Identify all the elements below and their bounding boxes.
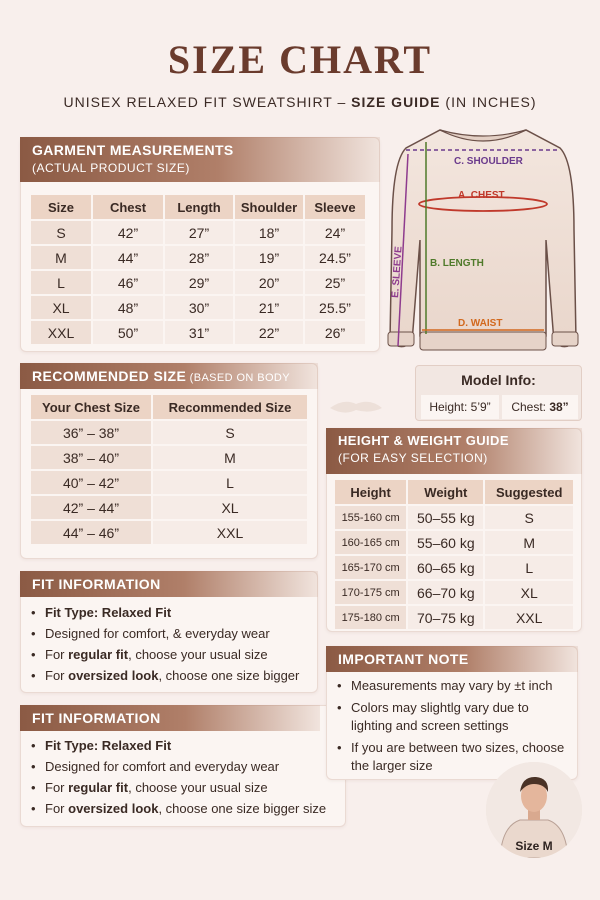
decorative-tag-icon — [326, 394, 386, 420]
hw-row — [335, 531, 573, 554]
fit-item — [31, 602, 316, 623]
fit-item-text-end: , choose one size bigger — [158, 668, 300, 683]
garment-cell: M — [31, 246, 91, 269]
hw-title: HEIGHT & WEIGHT GUIDE — [338, 433, 509, 448]
waist-label: D. WAIST — [458, 318, 503, 329]
page-subtitle — [0, 94, 600, 110]
garment-cell: 28” — [165, 246, 233, 269]
fit-item-text-end: , choose your usual size — [128, 647, 268, 662]
hw-cell: 170-175 cm — [335, 581, 406, 604]
recommended-title: RECOMMENDED SIZE — [32, 368, 187, 384]
hw-cell: 60–65 kg — [408, 556, 483, 579]
garment-cell: 25” — [305, 271, 365, 294]
hw-cell: 66–70 kg — [408, 581, 483, 604]
garment-cell: S — [31, 221, 91, 244]
fit-item-bold: regular fit — [68, 647, 129, 662]
rec-cell: 40” – 42” — [31, 471, 151, 494]
garment-cell: 46” — [93, 271, 163, 294]
hw-cell: 160-165 cm — [335, 531, 406, 554]
length-label: B. LENGTH — [430, 258, 484, 269]
rec-row — [31, 496, 307, 519]
garment-header-2: Length — [165, 195, 233, 219]
fit-item-text: For — [45, 668, 69, 683]
garment-cell: L — [31, 271, 91, 294]
hw-row — [335, 606, 573, 629]
fit-item-text: Fit Type: Relaxed Fit — [45, 738, 172, 753]
fit-item — [31, 665, 316, 686]
note-item: • Colors may slightlg vary due to lighting and screen settings — [337, 699, 573, 735]
rec-cell: 44” – 46” — [31, 521, 151, 544]
rec-cell: L — [153, 471, 307, 494]
garment-cell: 42” — [93, 221, 163, 244]
garment-cell: 50” — [93, 321, 163, 344]
hw-row — [335, 506, 573, 529]
fit-band-1: FIT INFORMATION — [20, 571, 318, 597]
hw-row — [335, 556, 573, 579]
garment-cell: 20” — [235, 271, 303, 294]
hw-cell: L — [485, 556, 573, 579]
fit-item-text: Designed for comfort and everyday wear — [45, 759, 280, 774]
model-height: Height: 5’9” — [421, 395, 499, 419]
fit-item-text: For — [45, 801, 69, 816]
sweatshirt-hem — [420, 332, 546, 350]
fit-list-1 — [31, 602, 316, 686]
fit-item-text: For — [45, 780, 69, 795]
subtitle-prefix: UNISEX RELAXED FIT SWEATSHIRT – — [63, 94, 352, 110]
fit-item — [31, 777, 343, 798]
left-cuff — [388, 332, 414, 346]
sleeve-label: E. SLEEVE — [390, 245, 405, 299]
recommended-band — [20, 363, 318, 389]
fit-item-text-end: , choose your usual size — [128, 780, 268, 795]
shoulder-label: C. SHOULDER — [454, 156, 523, 167]
garment-cell: 29” — [165, 271, 233, 294]
fit-item-bold: oversized look — [68, 801, 159, 816]
garment-row — [31, 246, 365, 269]
hw-band — [326, 428, 582, 474]
garment-cell: XXL — [31, 321, 91, 344]
rec-row — [31, 471, 307, 494]
rec-cell: XL — [153, 496, 307, 519]
garment-row — [31, 321, 365, 344]
fit-item-text: Fit Type: Relaxed Fit — [45, 605, 172, 620]
model-avatar — [486, 762, 582, 858]
subtitle-bold: SIZE GUIDE — [351, 94, 441, 110]
avatar-size-label: Size M — [515, 839, 553, 853]
page-title: SIZE CHART — [167, 37, 433, 82]
fit-item — [31, 623, 316, 644]
garment-cell: 21” — [235, 296, 303, 319]
hw-cell: 55–60 kg — [408, 531, 483, 554]
rec-row — [31, 521, 307, 544]
garment-cell: XL — [31, 296, 91, 319]
hw-header-1: Weight — [408, 480, 483, 504]
fit-item-bold: regular fit — [68, 780, 129, 795]
hw-cell: S — [485, 506, 573, 529]
rec-cell: 38” – 40” — [31, 446, 151, 469]
subtitle-suffix: (IN INCHES) — [440, 94, 537, 110]
fit-list-2 — [31, 735, 343, 819]
fit-item-text: For — [45, 647, 69, 662]
rec-cell: 42” – 44” — [31, 496, 151, 519]
rec-cell: XXL — [153, 521, 307, 544]
garment-row — [31, 296, 365, 319]
garment-cell: 18” — [235, 221, 303, 244]
hw-subtitle: (FOR EASY SELECTION) — [338, 451, 488, 465]
fit-item-bold: oversized look — [68, 668, 159, 683]
garment-row — [31, 221, 365, 244]
garment-cell: 27” — [165, 221, 233, 244]
fit-item — [31, 644, 316, 665]
hw-cell: 165-170 cm — [335, 556, 406, 579]
garment-cell: 26” — [305, 321, 365, 344]
chest-label: A. CHEST — [458, 190, 505, 201]
rec-cell: M — [153, 446, 307, 469]
model-chest-label: Chest: — [511, 400, 550, 414]
note-band: IMPORTANT NOTE — [326, 646, 578, 672]
garment-header-4: Sleeve — [305, 195, 365, 219]
model-info-title: Model Info: — [461, 372, 536, 388]
fit-band-2: FIT INFORMATION — [20, 705, 320, 731]
garment-title: GARMENT MEASUREMENTS — [32, 142, 234, 158]
garment-cell: 22” — [235, 321, 303, 344]
fit-item-text: Designed for comfort, & everyday wear — [45, 626, 270, 641]
garment-cell: 30” — [165, 296, 233, 319]
garment-header-0: Size — [31, 195, 91, 219]
hw-table — [333, 478, 575, 631]
garment-cell: 31” — [165, 321, 233, 344]
fit-item — [31, 756, 343, 777]
garment-cell: 19” — [235, 246, 303, 269]
sweatshirt-diagram — [378, 120, 588, 360]
hw-header-0: Height — [335, 480, 406, 504]
fit-item — [31, 798, 343, 819]
rec-header-0: Your Chest Size — [31, 395, 151, 419]
fit-item — [31, 735, 343, 756]
hw-cell: 70–75 kg — [408, 606, 483, 629]
garment-cell: 24.5” — [305, 246, 365, 269]
garment-cell: 25.5” — [305, 296, 365, 319]
rec-row — [31, 421, 307, 444]
rec-cell: 36” – 38” — [31, 421, 151, 444]
model-chest-value: 38” — [549, 400, 569, 414]
garment-cell: 24” — [305, 221, 365, 244]
hw-cell: 50–55 kg — [408, 506, 483, 529]
model-chest — [502, 395, 578, 419]
model-info-box — [415, 365, 582, 421]
hw-cell: M — [485, 531, 573, 554]
garment-band — [20, 137, 380, 182]
rec-header-1: Recommended Size — [153, 395, 307, 419]
garment-header-1: Chest — [93, 195, 163, 219]
rec-cell: S — [153, 421, 307, 444]
hw-cell: 155-160 cm — [335, 506, 406, 529]
hw-row — [335, 581, 573, 604]
right-cuff — [552, 332, 578, 346]
hw-cell: XL — [485, 581, 573, 604]
hw-header-2: Suggested — [485, 480, 573, 504]
recommended-title-sub: (BASED ON BODY — [186, 372, 290, 384]
garment-cell: 48” — [93, 296, 163, 319]
garment-cell: 44” — [93, 246, 163, 269]
note-item: • Measurements may vary by ±t inch — [337, 677, 573, 695]
hw-cell: 175-180 cm — [335, 606, 406, 629]
garment-table — [29, 193, 367, 346]
rec-row — [31, 446, 307, 469]
note-item: • If you are between two sizes, choose the larger size — [337, 739, 573, 775]
fit-item-text-end: , choose one size bigger size — [158, 801, 327, 816]
recommended-table — [29, 393, 309, 546]
hw-cell: XXL — [485, 606, 573, 629]
garment-header-3: Shoulder — [235, 195, 303, 219]
garment-subtitle: (ACTUAL PRODUCT SIZE) — [32, 161, 190, 175]
garment-row — [31, 271, 365, 294]
